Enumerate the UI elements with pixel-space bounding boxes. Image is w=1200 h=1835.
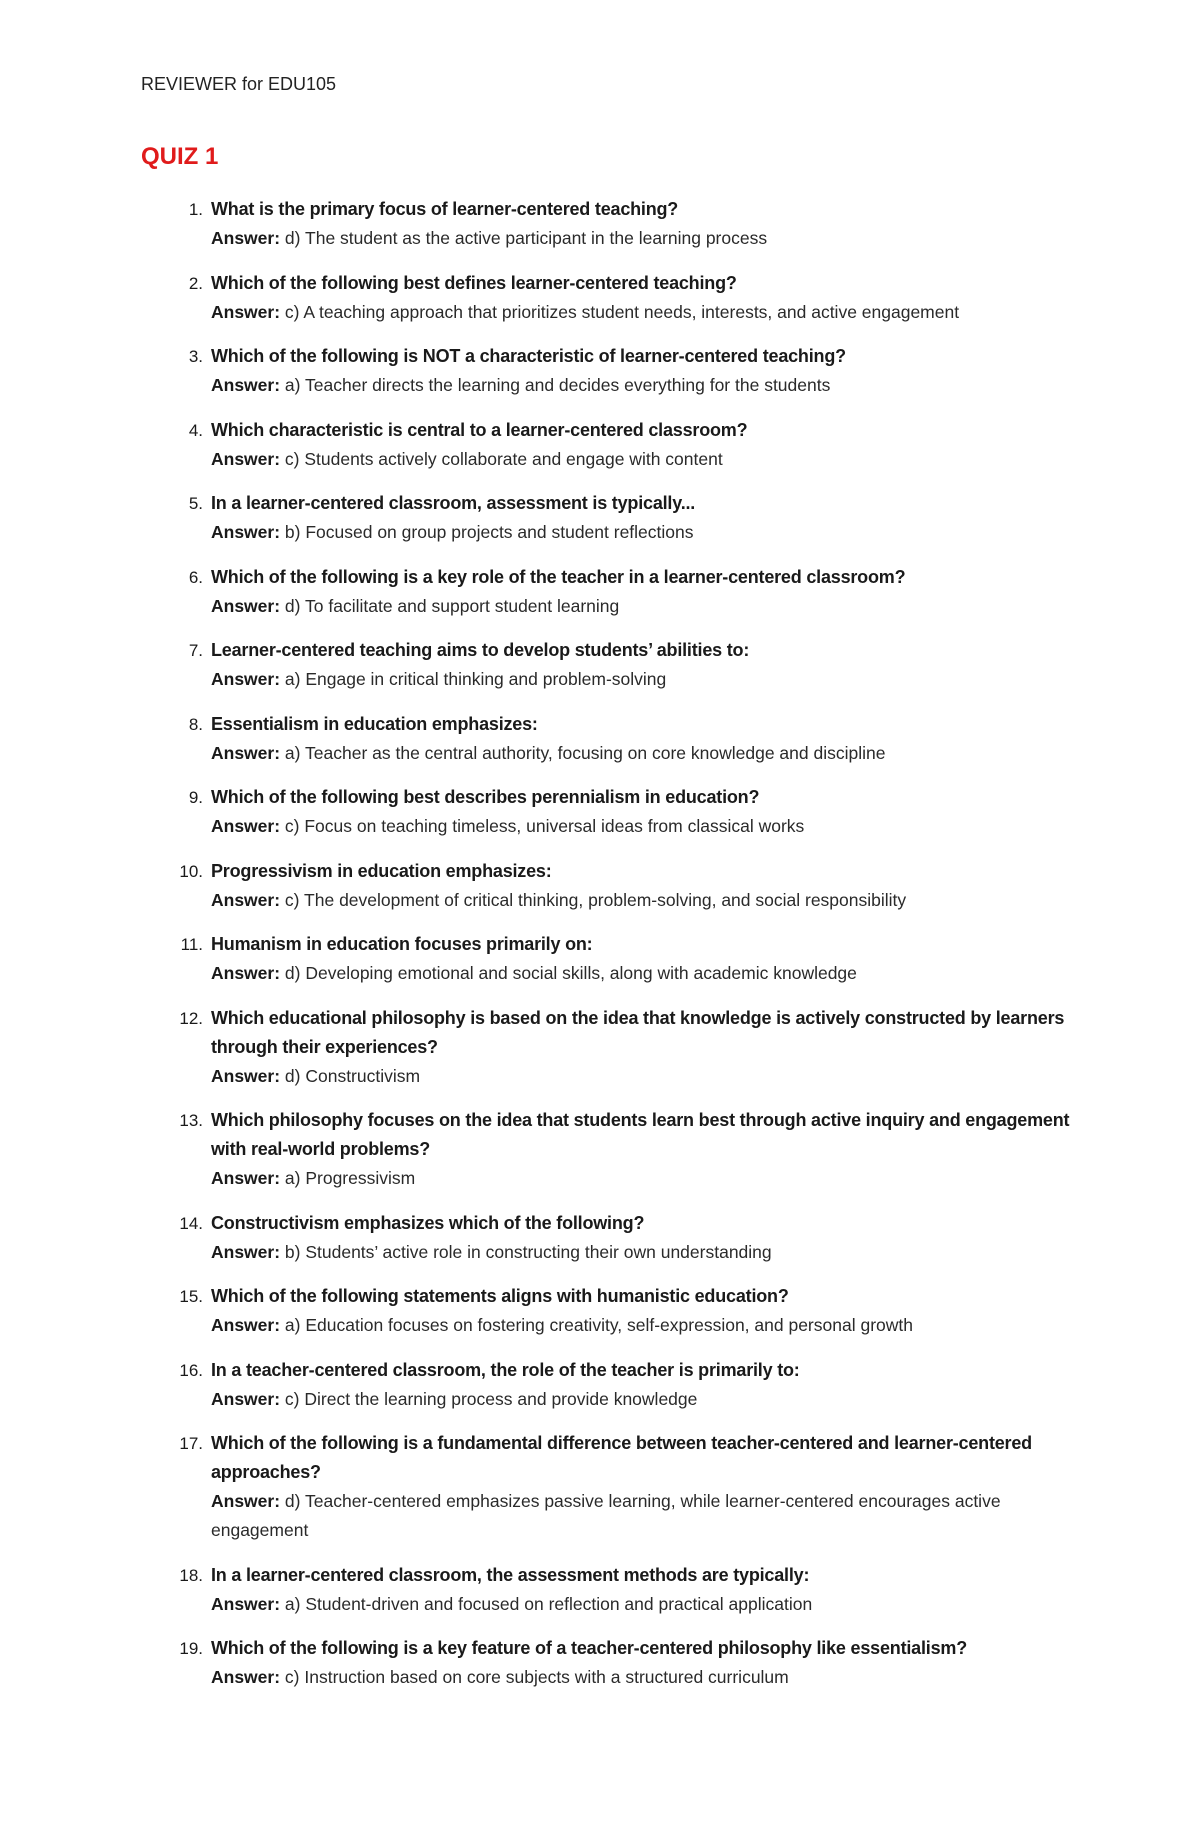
answer-label: Answer: — [211, 595, 281, 616]
answer-label: Answer: — [211, 375, 281, 395]
question-text: Which of the following is a fundamental difference between teacher-centered and learner-centered approaches? — [211, 1433, 1032, 1482]
answer-label: Answer: — [211, 228, 281, 248]
question-number: 9. — [188, 788, 203, 807]
answer-text: b) Students’ active role in constructing their own understanding — [284, 1241, 772, 1262]
question-text: Which philosophy focuses on the idea that students learn best through active inquiry and engagement with real-world problems? — [211, 1110, 1070, 1159]
question-text: Which of the following best describes perennialism in education? — [211, 787, 760, 807]
question-item — [141, 783, 1081, 841]
answer-text: a) Student-driven and focused on reflection and practical application — [284, 1593, 813, 1614]
answer-label: Answer: — [211, 1241, 281, 1262]
answer-text: a) Progressivism — [284, 1168, 416, 1188]
question-item — [141, 1282, 1081, 1340]
answer-text: c) Instruction based on core subjects with a structured curriculum — [284, 1667, 789, 1687]
answer-line — [211, 371, 1081, 400]
quiz-title: QUIZ 1 — [141, 143, 219, 170]
answer-line — [211, 298, 1081, 327]
answer-line — [211, 739, 1081, 768]
question-item — [141, 342, 1081, 400]
question-text: In a learner-centered classroom, the assessment methods are typically: — [211, 1564, 810, 1585]
answer-line — [211, 224, 1081, 253]
answer-label: Answer: — [211, 963, 281, 983]
answer-line — [211, 1164, 1081, 1193]
answer-text: d) To facilitate and support student learning — [284, 595, 620, 616]
answer-label: Answer: — [211, 1315, 281, 1335]
question-number: 5. — [188, 494, 203, 513]
question-number: 10. — [179, 861, 203, 881]
question-item — [141, 1004, 1081, 1091]
question-number: 4. — [188, 420, 203, 440]
question-number: 8. — [188, 714, 203, 734]
question-text: In a learner-centered classroom, assessment is typically... — [211, 493, 696, 513]
question-number: 17. — [179, 1434, 203, 1453]
question-item — [141, 1561, 1081, 1619]
question-text: Which characteristic is central to a learner-centered classroom? — [211, 419, 748, 440]
question-number: 12. — [179, 1008, 203, 1028]
answer-line — [211, 1590, 1081, 1619]
question-text: In a teacher-centered classroom, the role of the teacher is primarily to: — [211, 1359, 800, 1380]
question-text: Progressivism in education emphasizes: — [211, 860, 552, 881]
answer-label: Answer: — [211, 1065, 281, 1086]
answer-label: Answer: — [211, 1388, 281, 1409]
answer-text: c) A teaching approach that prioritizes student needs, interests, and active engagement — [284, 301, 960, 322]
answer-label: Answer: — [211, 1593, 281, 1614]
question-number: 7. — [188, 641, 203, 660]
answer-text: a) Teacher as the central authority, focusing on core knowledge and discipline — [284, 742, 886, 763]
question-text: Which of the following statements aligns with humanistic education? — [211, 1286, 789, 1306]
answer-label: Answer: — [211, 1491, 281, 1511]
question-text: Which of the following best defines learner-centered teaching? — [211, 272, 737, 293]
question-number: 3. — [188, 347, 203, 366]
page-header: REVIEWER for EDU105 — [141, 74, 337, 94]
answer-line — [211, 592, 1081, 621]
answer-label: Answer: — [211, 1168, 281, 1188]
answer-text: c) Direct the learning process and provide knowledge — [284, 1388, 698, 1409]
answer-label: Answer: — [211, 448, 281, 469]
question-item — [141, 269, 1081, 327]
answer-text: a) Education focuses on fostering creativity, self-expression, and personal growth — [284, 1315, 913, 1335]
answer-line — [211, 518, 1081, 547]
question-number: 1. — [188, 200, 203, 219]
answer-label: Answer: — [211, 522, 281, 542]
question-number: 16. — [179, 1360, 203, 1380]
answer-label: Answer: — [211, 889, 281, 910]
question-number: 2. — [188, 273, 203, 293]
answer-line — [211, 445, 1081, 474]
question-number: 13. — [179, 1111, 203, 1130]
answer-line — [211, 886, 1081, 915]
answer-text: c) Focus on teaching timeless, universal ideas from classical works — [284, 816, 805, 836]
question-text: Which of the following is NOT a characteristic of learner-centered teaching? — [211, 346, 846, 366]
question-text: Constructivism emphasizes which of the following? — [211, 1212, 645, 1233]
question-number: 19. — [179, 1639, 203, 1658]
answer-label: Answer: — [211, 669, 281, 689]
question-item — [141, 710, 1081, 768]
question-item — [141, 416, 1081, 474]
answer-text: d) Developing emotional and social skills, along with academic knowledge — [284, 963, 857, 983]
answer-label: Answer: — [211, 1667, 281, 1687]
answer-label: Answer: — [211, 301, 281, 322]
question-text: Learner-centered teaching aims to develop students’ abilities to: — [211, 640, 750, 660]
answer-text: a) Teacher directs the learning and decides everything for the students — [284, 375, 831, 395]
question-item — [141, 930, 1081, 988]
question-text: Humanism in education focuses primarily on: — [211, 934, 593, 954]
answer-label: Answer: — [211, 742, 281, 763]
answer-line — [211, 1238, 1081, 1267]
answer-line — [211, 665, 1081, 694]
question-item — [141, 1356, 1081, 1414]
question-text: Which of the following is a key role of the teacher in a learner-centered classroom? — [211, 566, 906, 587]
answer-line — [211, 1311, 1081, 1340]
answer-text: a) Engage in critical thinking and problem-solving — [284, 669, 667, 689]
answer-line — [211, 812, 1081, 841]
question-text: What is the primary focus of learner-centered teaching? — [211, 199, 679, 219]
answer-text: d) Constructivism — [284, 1065, 421, 1086]
question-text: Essentialism in education emphasizes: — [211, 713, 538, 734]
question-text: Which of the following is a key feature of a teacher-centered philosophy like essentialism? — [211, 1638, 967, 1658]
question-item — [141, 636, 1081, 694]
question-number: 6. — [188, 567, 203, 587]
question-item — [141, 1209, 1081, 1267]
question-item — [141, 1634, 1081, 1692]
question-number: 18. — [179, 1565, 203, 1585]
question-number: 11. — [180, 935, 203, 954]
answer-line — [211, 1062, 1081, 1091]
question-text: Which educational philosophy is based on the idea that knowledge is actively constructed by learners through their experiences? — [211, 1007, 1065, 1057]
question-item — [141, 1429, 1081, 1545]
answer-label: Answer: — [211, 816, 281, 836]
question-item — [141, 563, 1081, 621]
question-item — [141, 489, 1081, 547]
answer-line — [211, 1385, 1081, 1414]
question-number: 15. — [179, 1287, 203, 1306]
answer-text: d) The student as the active participant in the learning process — [284, 228, 768, 248]
question-number: 14. — [179, 1213, 203, 1233]
answer-text: d) Teacher-centered emphasizes passive learning, while learner-centered encourages active engagement — [211, 1491, 1001, 1540]
answer-line — [211, 959, 1081, 988]
answer-line — [211, 1487, 1081, 1545]
question-item — [141, 1106, 1081, 1193]
question-item — [141, 857, 1081, 915]
answer-line — [211, 1663, 1081, 1692]
answer-text: c) The development of critical thinking, problem-solving, and social responsibility — [284, 889, 907, 910]
question-list — [141, 195, 1081, 1708]
question-item — [141, 195, 1081, 253]
answer-text: c) Students actively collaborate and engage with content — [284, 448, 723, 469]
answer-text: b) Focused on group projects and student reflections — [284, 522, 694, 542]
